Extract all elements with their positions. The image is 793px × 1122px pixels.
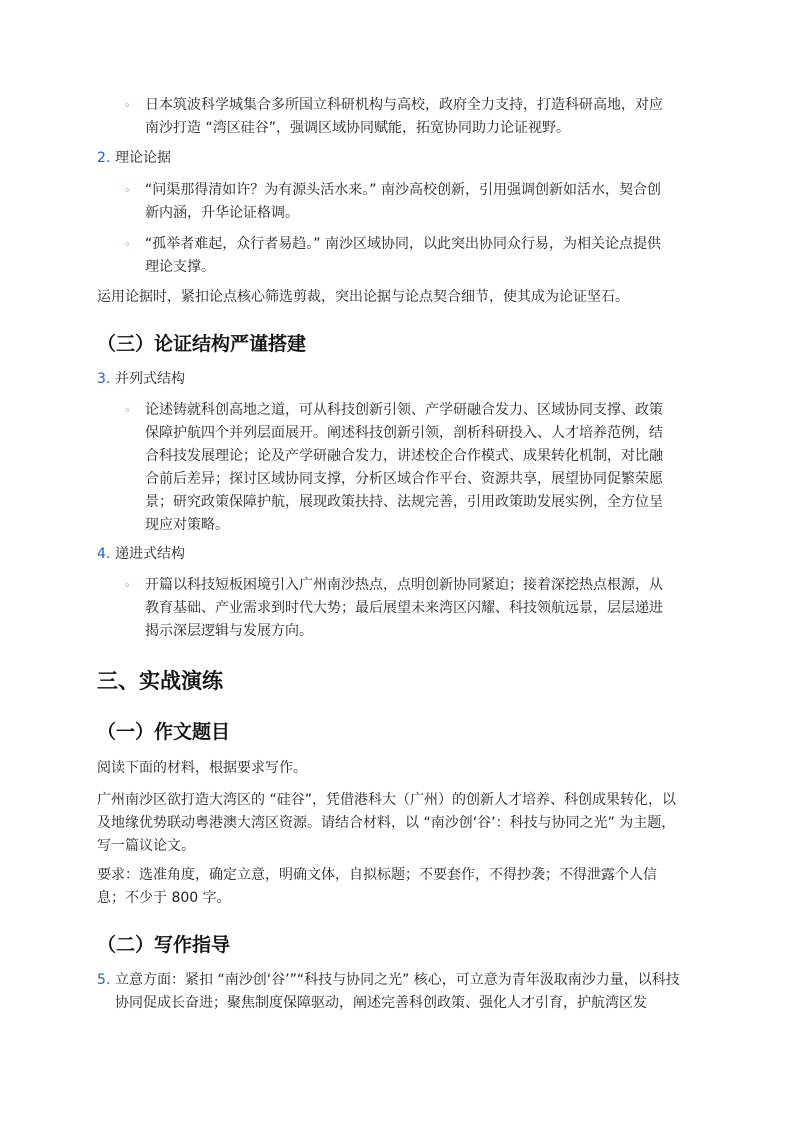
paragraph-material: 广州南沙区欲打造大湾区的 “硅谷”，凭借港科大（广州）的创新人才培养、科创成果转化，以 及地缘优势联动粤港澳大湾区资源。请结合材料，以 “南沙创‘谷’：科技与协同之光” 为主题， 写一篇议论文。 (97, 792, 676, 854)
section-heading-structure: （三）论证结构严谨搭建 (97, 333, 307, 355)
list-item-progressive-structure: 递进式结构 (115, 546, 185, 562)
bullet-marker: ◦ (124, 184, 131, 197)
bullet-marker: ◦ (124, 579, 131, 592)
bullet-item-quote-together: “孤举者难起，众行者易趋。” 南沙区域协同，以此突出协同众行易，为相关论点提供 理论支撑。 (145, 236, 661, 275)
bullet-marker: ◦ (124, 99, 131, 112)
bullet-item-parallel-detail: 论述铸就科创高地之道，可从科技创新引领、产学研融合发力、区域协同支撑、政策 保障护航四个并列层面展开。阐述科技创新引领，剖析科研投入、人才培养范例，结 合科技发展理论；论及产学研融合发力，讲述校企合作模式、成果转化机制，对比融 合前后差异；探讨区域协同支撑，分析区域合作平台、资源共享，展望协同促繁荣愿 景；研究政策保障护航，展现政策扶持、法规完善，引用政策助发展实例，全方位呈 现应对策略。 (145, 402, 663, 533)
paragraph-evidence-usage: 运用论据时，紧扣论点核心筛选剪裁，突出论据与论点契合细节，使其成为论证坚石。 (97, 289, 629, 305)
bullet-item-progressive-detail: 开篇以科技短板困境引入广州南沙热点，点明创新协同紧迫；接着深挖热点根源，从 教育基础、产业需求到时代大势；最后展望未来湾区闪耀、科技领航远景，层层递进 揭示深层逻辑与发展方向。 (145, 577, 663, 639)
section-heading-essay-topic: （一）作文题目 (97, 721, 231, 743)
list-item-theme-guidance: 立意方面：紧扣 “南沙创‘谷’”“科技与协同之光” 核心，可立意为青年汲取南沙力量，以科技 协同促成长奋进；聚焦制度保障驱动，阐述完善科创政策、强化人才引育，护航湾区发 (115, 972, 680, 1011)
bullet-item-tsukuba: 日本筑波科学城集合多所国立科研机构与高校，政府全力支持，打造科研高地，对应 南沙打造 “湾区硅谷”，强调区域协同赋能，拓宽协同助力论证视野。 (145, 97, 663, 136)
paragraph-instruction: 阅读下面的材料，根据要求写作。 (97, 760, 307, 776)
bullet-marker: ◦ (124, 238, 131, 251)
part-heading-practice: 三、实战演练 (97, 668, 223, 693)
list-item-theory-evidence: 理论论据 (115, 150, 171, 166)
list-item-parallel-structure: 并列式结构 (115, 371, 185, 387)
bullet-marker: ◦ (124, 404, 131, 417)
paragraph-requirements: 要求：选准角度，确定立意，明确文体，自拟标题；不要套作，不得抄袭；不得泄露个人信 息；不少于 800 字。 (97, 867, 657, 906)
list-number: 3. (97, 371, 111, 387)
bullet-item-quote-source: “问渠那得清如许？为有源头活水来。” 南沙高校创新，引用强调创新如活水，契合创 新内涵，升华论证格调。 (145, 182, 661, 221)
list-number: 2. (97, 150, 111, 166)
section-heading-writing-guide: （二）写作指导 (97, 934, 231, 956)
list-number: 4. (97, 546, 111, 562)
list-number: 5. (97, 972, 111, 988)
